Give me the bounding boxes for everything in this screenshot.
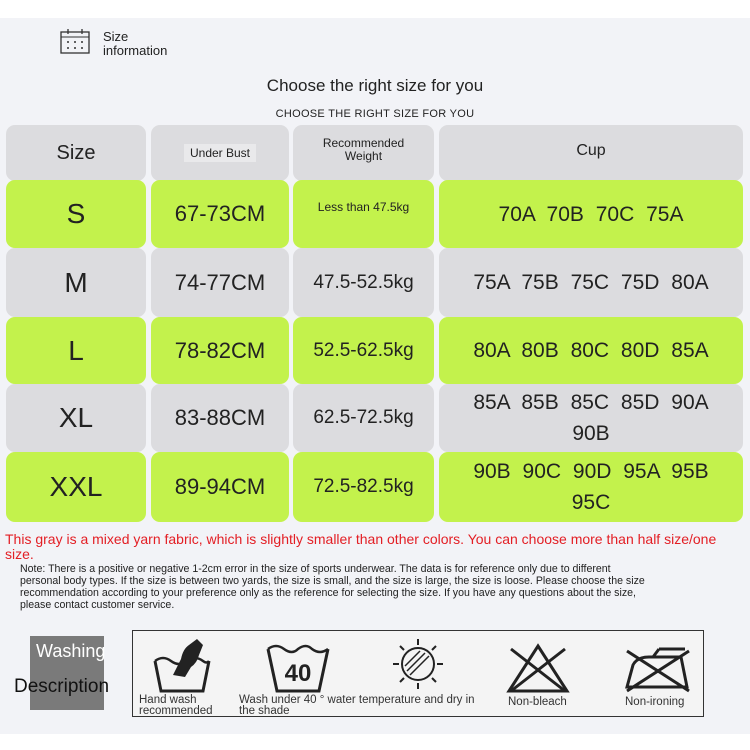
table-row-weight: 62.5-72.5kg [293, 384, 434, 452]
table-row-cup: 90B 90C 90D 95A 95B 95C [439, 452, 743, 522]
table-row-weight: 72.5-82.5kg [293, 452, 434, 522]
table-row-under-bust: 89-94CM [151, 452, 289, 522]
table-row-size: XL [6, 384, 146, 452]
table-row-under-bust: 67-73CM [151, 180, 289, 248]
wash-40-icon [265, 639, 331, 693]
gray-fabric-warning: This gray is a mixed yarn fabric, which is slightly smaller than other colors. You can choose more than half size/one size. [5, 531, 717, 562]
care-instructions-box [132, 630, 704, 717]
size-information-label: Size information [103, 29, 168, 58]
table-row-under-bust: 83-88CM [151, 384, 289, 452]
table-row-size: XXL [6, 452, 146, 522]
washing-description-label: Washing Description [30, 636, 104, 710]
calendar-grid-icon [60, 28, 90, 54]
no-bleach-label: Non-bleach [508, 696, 567, 708]
table-row-under-bust: 78-82CM [151, 317, 289, 384]
table-row-cup: 80A 80B 80C 80D 85A [439, 317, 743, 384]
table-row-cup: 75A 75B 75C 75D 80A [439, 248, 743, 317]
svg-text:40: 40 [284, 660, 312, 687]
table-row-weight: Less than 47.5kg [293, 180, 434, 248]
no-bleach-icon [505, 643, 571, 695]
header-under-bust: Under Bust [151, 125, 289, 181]
hand-wash-icon [151, 637, 213, 693]
table-row-weight: 47.5-52.5kg [293, 248, 434, 317]
header-size: Size [6, 125, 146, 181]
table-row-weight: 52.5-62.5kg [293, 317, 434, 384]
table-row-cup: 85A 85B 85C 85D 90A 90B [439, 384, 743, 452]
table-row-size: L [6, 317, 146, 384]
header-recommended-weight: Recommended Weight [293, 125, 434, 181]
table-row-under-bust: 74-77CM [151, 248, 289, 317]
table-row-cup: 70A 70B 70C 75A [439, 180, 743, 248]
table-row-size: S [6, 180, 146, 248]
page-title: Choose the right size for you [266, 76, 484, 95]
no-ironing-icon [623, 645, 693, 693]
page-subtitle: CHOOSE THE RIGHT SIZE FOR YOU [275, 108, 475, 120]
wash-40-label: Wash under 40 ° water temperature and dry in the shade [239, 694, 475, 717]
dry-in-shade-icon [391, 637, 445, 691]
size-note: Note: There is a positive or negative 1-2cm error in the size of sports underwear. The data is for reference only due to different personal body types. If the size is between two yards, the size is small, and the size is large, the size is loose. Please choose the size recommendation according to your preference only as the reference for selecting the size. If you have any questions about the size, please contact customer service. [20, 563, 645, 611]
hand-wash-label: Hand wash recommended [139, 694, 213, 717]
no-ironing-label: Non-ironing [625, 696, 685, 708]
table-row-size: M [6, 248, 146, 317]
header-cup: Cup [439, 125, 743, 181]
